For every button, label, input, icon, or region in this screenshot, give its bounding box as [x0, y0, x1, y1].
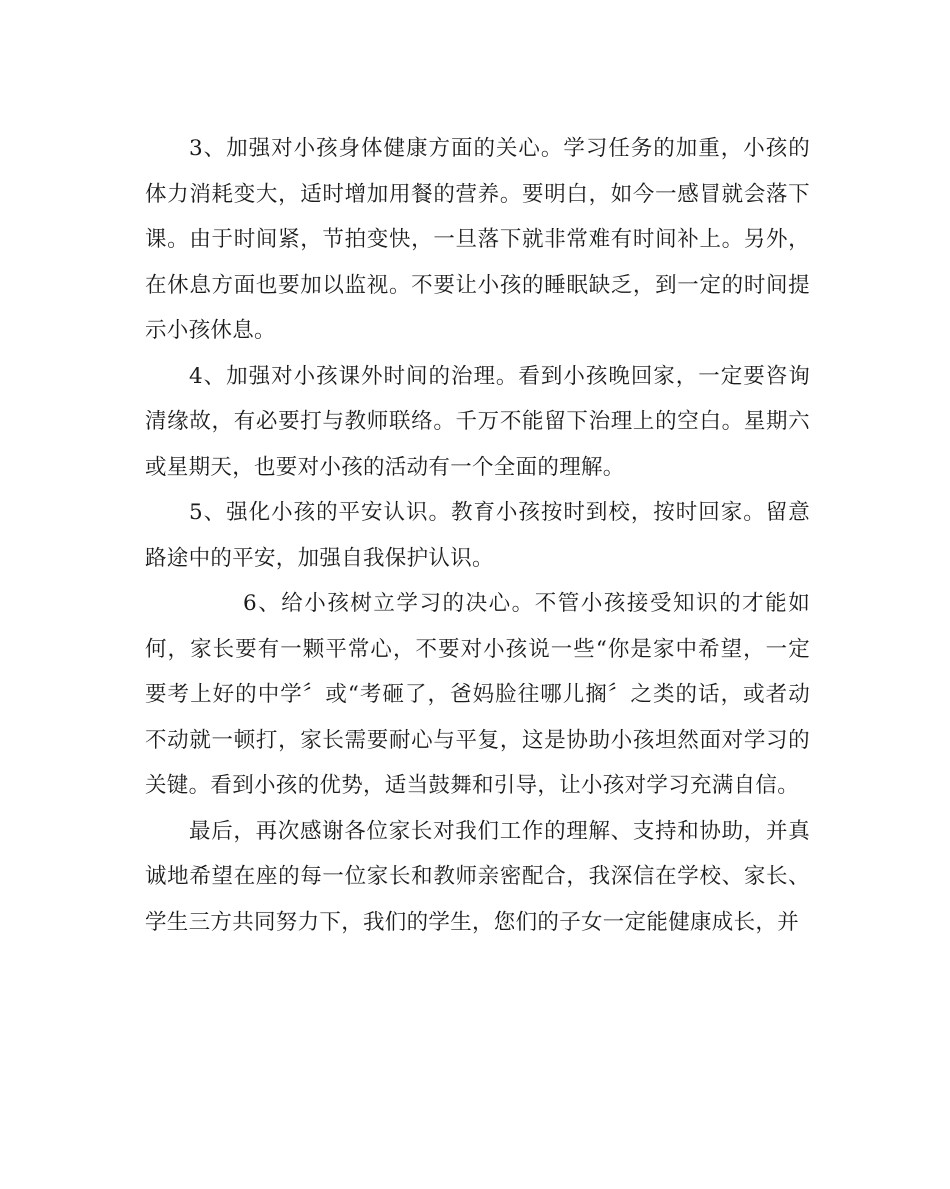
- paragraph-after-school-management: 4、加强对小孩课外时间的治理。看到小孩晚回家，一定要咨询清缘故，有必要打与教师联络。千万不能留下治理上的空白。星期六或星期天，也要对小孩的活动有一个全面的理解。: [145, 363, 810, 480]
- paragraph-safety-awareness: 5、强化小孩的平安认识。教育小孩按时到校，按时回家。留意路途中的平安，加强自我保护认识。: [145, 500, 810, 571]
- paragraph-learning-confidence: 6、给小孩树立学习的决心。不管小孩接受知识的才能如何，家长要有一颗平常心，不要对小孩说一些“你是家中希望，一定要考上好的中学〞或“考砸了，爸妈脸往哪儿搁〞之类的话，或者动不动就一顿打，家长需要耐心与平复，这是协助小孩坦然面对学习的关键。看到小孩的优势，适当鼓舞和引导，让小孩对学习充满自信。: [145, 591, 810, 798]
- paragraph-closing-thanks: 最后，再次感谢各位家长对我们工作的理解、支持和协助，并真诚地希望在座的每一位家长和教师亲密配合，我深信在学校、家长、学生三方共同努力下，我们的学生，您们的子女一定能健康成长，并: [145, 818, 810, 935]
- paragraph-health-care: 3、加强对小孩身体健康方面的关心。学习任务的加重，小孩的体力消耗变大，适时增加用餐的营养。要明白，如今一感冒就会落下课。由于时间紧，节拍变快，一旦落下就非常难有时间补上。另外，在休息方面也要加以监视。不要让小孩的睡眠缺乏，到一定的时间提示小孩休息。: [145, 136, 810, 343]
- document-body: [145, 126, 810, 945]
